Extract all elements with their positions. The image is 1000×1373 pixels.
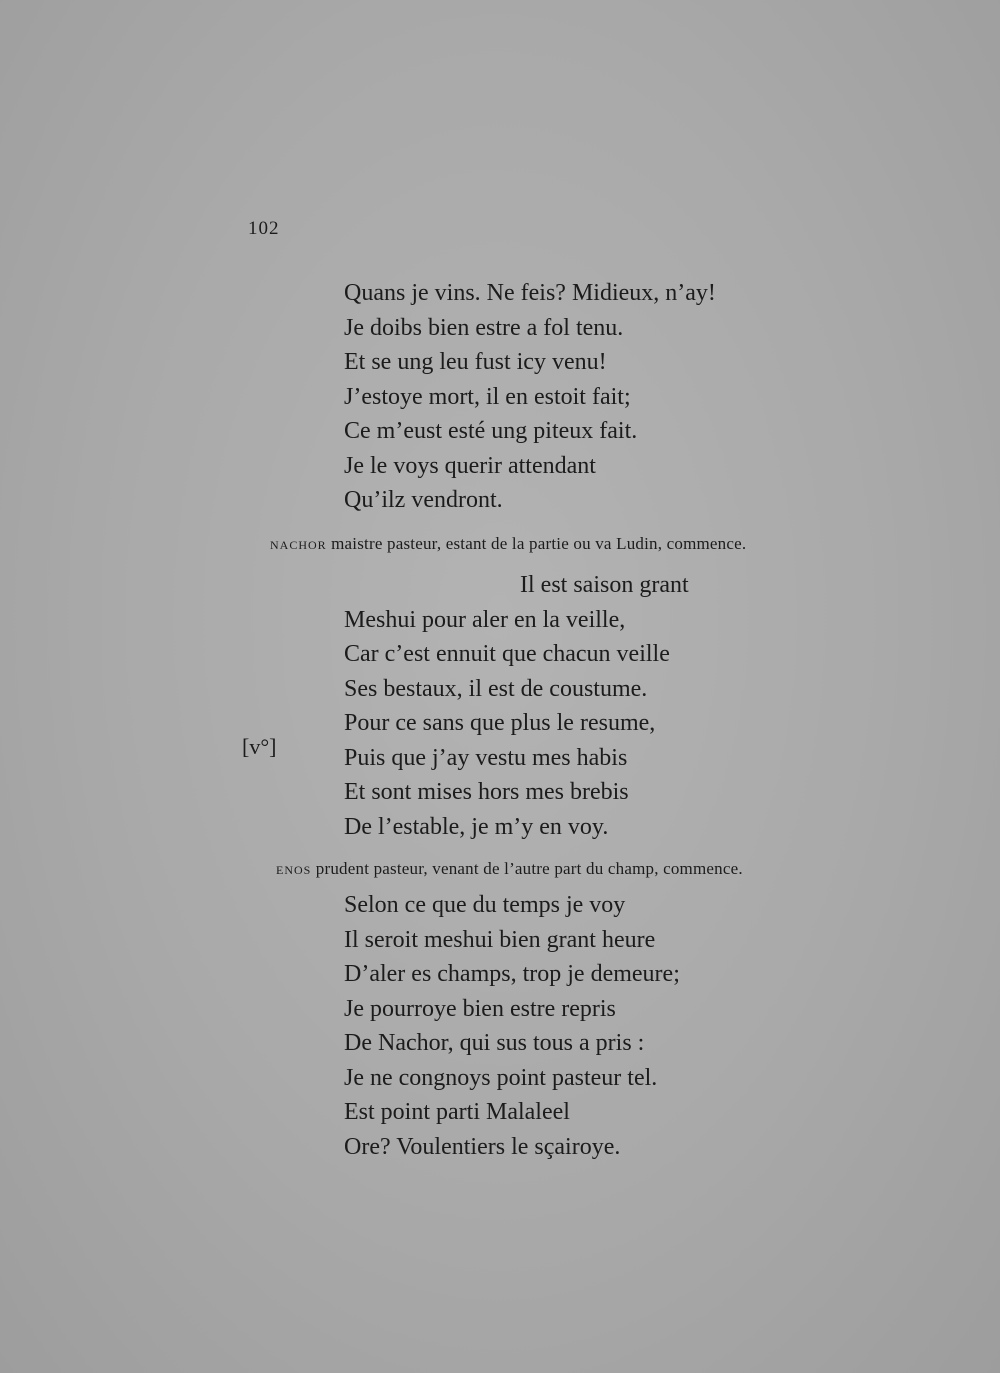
verse-line: Meshui pour aler en la veille,: [344, 606, 626, 633]
verse-line: Et sont mises hors mes brebis: [344, 779, 629, 805]
verse-line: D’aler es champs, trop je demeure;: [344, 961, 680, 987]
verse-line: Selon ce que du temps je voy: [344, 892, 626, 918]
verse-line: De Nachor, qui sus tous a pris :: [344, 1030, 645, 1056]
page-number: 102: [248, 218, 280, 239]
verse-line: Est point parti Malaleel: [344, 1099, 570, 1125]
stage-direction-enos: [276, 859, 743, 879]
folio-margin-note: [v°]: [242, 734, 277, 759]
verse-line: J’estoye mort, il en estoit fait;: [344, 383, 631, 410]
verse-line: Je pourroye bien estre repris: [344, 995, 616, 1022]
verse-line: De l’estable, je m’y en voy.: [344, 813, 609, 840]
verse-stanza-1: [344, 276, 716, 518]
verse-line: Je doibs bien estre a fol tenu.: [344, 314, 624, 341]
verse-line: Car c’est ennuit que chacun veille: [344, 641, 670, 667]
stage-direction-text: maistre pasteur, estant de la partie ou va Ludin, commence.: [331, 534, 747, 553]
verse-line: Il est saison grant: [520, 572, 689, 598]
verse-line: Et se ung leu fust icy venu!: [344, 349, 607, 375]
speaker-name: NACHOR: [270, 538, 327, 552]
verse-line: Pour ce sans que plus le resume,: [344, 710, 656, 736]
stage-direction-nachor: [270, 534, 746, 554]
verse-line: Puis que j’ay vestu mes habis: [344, 744, 628, 771]
speaker-name: ENOS: [276, 863, 312, 877]
verse-line: Qu’ilz vendront.: [344, 487, 503, 513]
verse-line: Ce m’eust esté ung piteux fait.: [344, 418, 638, 444]
verse-line: Quans je vins. Ne feis? Midieux, n’ay!: [344, 280, 716, 306]
verse-line: Je ne congnoys point pasteur tel.: [344, 1064, 658, 1091]
verse-line: Il seroit meshui bien grant heure: [344, 926, 656, 953]
verse-line: Je le voys querir attendant: [344, 452, 596, 479]
verse-line: Ses bestaux, il est de coustume.: [344, 675, 648, 702]
stage-direction-text: prudent pasteur, venant de l’autre part du champ, commence.: [315, 859, 743, 878]
verse-line: Ore? Voulentiers le sçairoye.: [344, 1133, 621, 1160]
verse-stanza-3: [344, 888, 680, 1164]
verse-stanza-2: [344, 568, 689, 844]
